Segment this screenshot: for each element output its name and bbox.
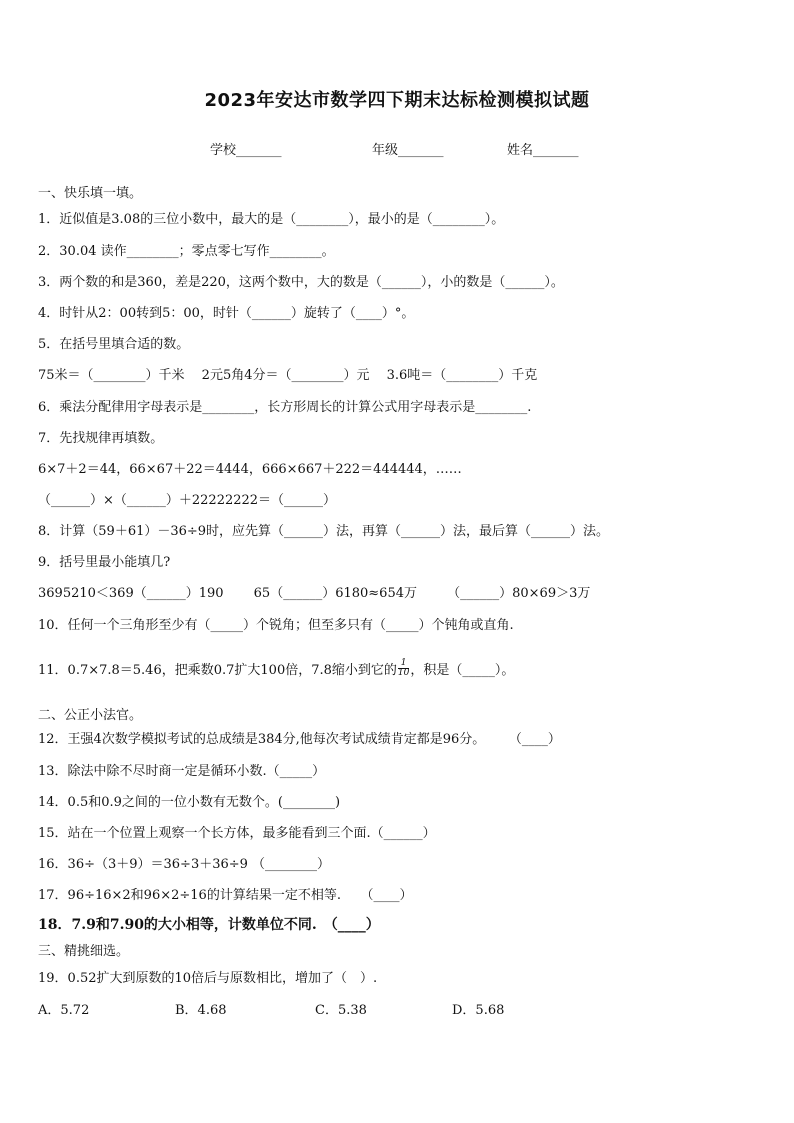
question-17: 17．96÷16×2和96×2÷16的计算结果一定不相等. （____） bbox=[38, 888, 413, 903]
question-10: 10．任何一个三角形至少有（_____）个锐角；但至多只有（_____）个钝角或直角. bbox=[38, 618, 514, 633]
question-6: 6．乘法分配律用字母表示是________，长方形周长的计算公式用字母表示是________. bbox=[38, 400, 532, 415]
page-title: 2023年安达市数学四下期末达标检测模拟试题 bbox=[204, 90, 590, 111]
question-4: 4．时针从2：00转到5：00，时针（______）旋转了（____）°。 bbox=[38, 306, 415, 321]
question-13: 13．除法中除不尽时商一定是循环小数.（_____） bbox=[38, 764, 326, 779]
fraction bbox=[398, 659, 409, 678]
fraction-numerator: 1 bbox=[398, 659, 409, 669]
option-d: D．5.68 bbox=[452, 1003, 505, 1018]
option-b: B．4.68 bbox=[175, 1003, 227, 1018]
section-heading-3: 三、精挑细选。 bbox=[38, 944, 130, 959]
question-18: 18．7.9和7.90的大小相等，计数单位不同. （____） bbox=[38, 917, 380, 933]
question-11-text: 11．0.7×7.8＝5.46，把乘数0.7扩大100倍，7.8缩小到它的 bbox=[38, 663, 397, 678]
section-heading-1: 一、快乐填一填。 bbox=[38, 186, 143, 201]
question-12: 12．王强4次数学模拟考试的总成绩是384分,他每次考试成绩肯定都是96分。 （____） bbox=[38, 732, 561, 747]
question-7: 7．先找规律再填数。 bbox=[38, 431, 164, 446]
grade-field: 年级_______ bbox=[372, 143, 444, 158]
fraction-denominator: 10 bbox=[397, 668, 410, 678]
question-8: 8．计算（59＋61）－36÷9时，应先算（______）法，再算（______）法，最后算（______）法。 bbox=[38, 524, 610, 539]
question-5-items: 75米＝（________）千米 2元5角4分＝（________）元 3.6吨＝（________）千克 bbox=[38, 368, 538, 383]
question-14: 14．0.5和0.9之间的一位小数有无数个。(________) bbox=[38, 795, 341, 810]
option-a: A．5.72 bbox=[38, 1003, 90, 1018]
question-2: 2．30.04 读作________；零点零七写作________。 bbox=[38, 244, 335, 259]
question-11 bbox=[38, 659, 514, 680]
question-16: 16．36÷（3＋9）＝36÷3＋36÷9 （________） bbox=[38, 857, 331, 872]
question-1: 1．近似值是3.08的三位小数中，最大的是（________），最小的是（________）。 bbox=[38, 212, 505, 227]
question-3: 3．两个数的和是360，差是220，这两个数中，大的数是（______），小的数是（______）。 bbox=[38, 275, 564, 290]
option-c: C．5.38 bbox=[315, 1003, 367, 1018]
question-19: 19．0.52扩大到原数的10倍后与原数相比，增加了（ ）. bbox=[38, 971, 378, 986]
question-9-items: 3695210＜369（______）190 65（______）6180≈654万 （______）80×69＞3万 bbox=[38, 586, 591, 601]
section-heading-2: 二、公正小法官。 bbox=[38, 708, 143, 723]
question-11-tail: ，积是（_____）。 bbox=[410, 663, 515, 678]
school-field: 学校_______ bbox=[210, 143, 282, 158]
question-15: 15．站在一个位置上观察一个长方体，最多能看到三个面.（______） bbox=[38, 826, 436, 841]
question-7-pattern: 6×7＋2＝44，66×67＋22＝4444，666×667＋222＝444444，…… bbox=[38, 462, 462, 477]
question-5: 5．在括号里填合适的数。 bbox=[38, 337, 190, 352]
name-field: 姓名_______ bbox=[507, 143, 579, 158]
question-9: 9．括号里最小能填几? bbox=[38, 555, 171, 570]
question-7-blank: （______）×（______）＋22222222＝（______） bbox=[38, 493, 337, 508]
